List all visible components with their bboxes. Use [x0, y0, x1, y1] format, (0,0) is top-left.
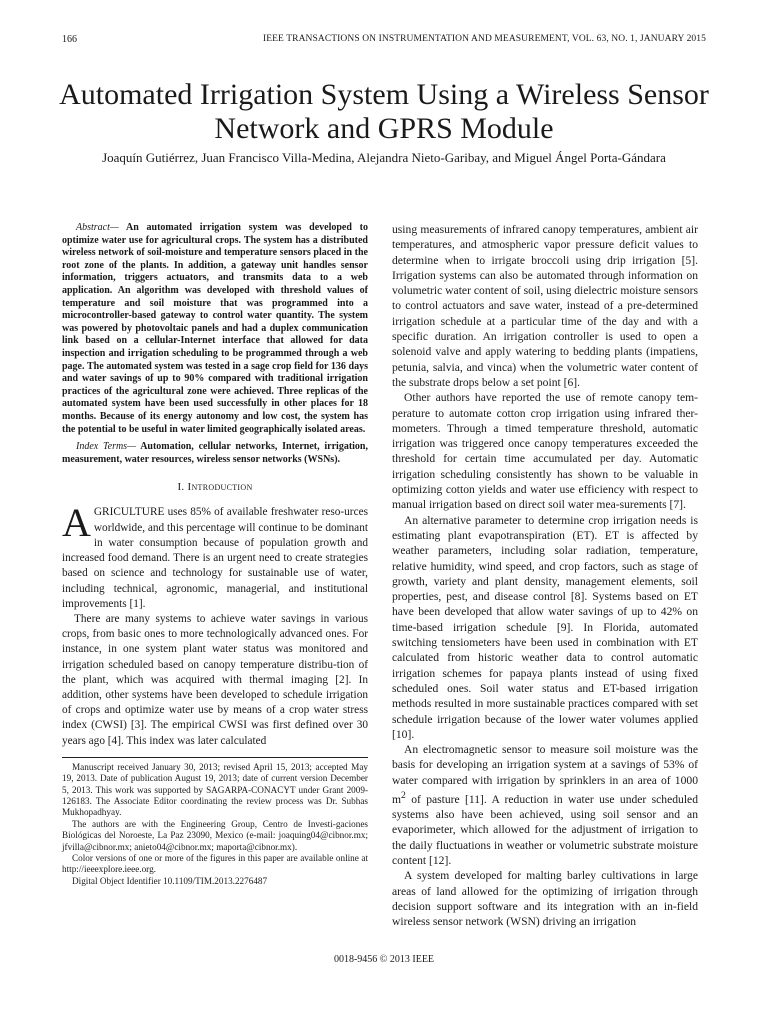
abstract-label: Abstract—	[76, 222, 119, 233]
footnote-divider	[62, 757, 368, 758]
body-paragraph-4-b: of pasture [11]. A reduction in water use under scheduled systems also have been achieved, using soil sensor and an evaporimeter, which allowed for the adjustment of irrigation to the daily fluctuations in weather or volumetric substrate moisture content [12].	[392, 792, 698, 868]
paper-title: Automated Irrigation System Using a Wireless Sensor Network and GPRS Module	[59, 78, 709, 145]
body-paragraph-3: An alternative parameter to determine crop irrigation needs is estimating plant evapotranspiration (ET). ET is affected by weather parameters, including solar radiation, temperature, relative humidity, wind speed, and crop factors, such as stage of growth, variety and plant density, management elements, soil properties, pest, and disease control [8]. Systems based on ET have been developed that allow water savings of up to 42% on time-based irrigation schedule [9]. In Florida, automated switching tensiometers have been used in combination with ET calculated from historic weather data to control automatic irrigation schemes for papaya plants instead of using fixed scheduled ones. Soil water status and ET-based irrigation methods resulted in more sustainable practices compared with set schedule irrigation because of the lower water volumes applied [10].	[392, 513, 698, 741]
abstract	[62, 222, 368, 436]
body-paragraph-4	[392, 742, 698, 868]
superscript: 2	[401, 789, 406, 801]
index-terms-text: Automation, cellular networks, Internet, irrigation, measurement, water resources, wireless sensor networks (WSNs).	[62, 441, 368, 465]
section-heading: I. Introduction	[177, 481, 253, 494]
intro-paragraph-2: There are many systems to achieve water savings in various crops, from basic ones to more technologically advanced ones. For instance, in one system plant water status was monitored and irrigation scheduled based on canopy temperature distribu-tion of the plant, which was acquired with thermal imaging [2]. In addition, other systems have been developed to schedule irrigation of crops and optimize water use by means of a crop water stress index (CWSI) [3]. The empirical CWSI was first defined over 30 years ago [4]. This index was later calculated	[62, 612, 368, 747]
body-paragraph-4-a: An electromagnetic sensor to measure soil moisture was the basis for developing an irrigation system at a savings of 53% of water compared with irrigation by sprinklers in an area of 1000 m	[392, 743, 698, 806]
author-list: Joaquín Gutiérrez, Juan Francisco Villa-Medina, Alejandra Nieto-Garibay, and Miguel Ángel Porta-Gándara	[102, 150, 666, 165]
page-number: 166	[62, 34, 77, 45]
left-column	[62, 222, 368, 887]
copyright-footer: 0018-9456 © 2013 IEEE	[333, 954, 435, 965]
intro-paragraph-1-text: GRICULTURE uses 85% of available freshwater reso-urces worldwide, and this percentage will continue to be dominant in water consumption because of population growth and increased food demand. There is an urgent need to create strategies based on science and technology for sustainable use of water, including technical, agronomic, managerial, and institutional improvements [1].	[62, 506, 368, 610]
body-paragraph-1: using measurements of infrared canopy temperatures, ambient air temperatures, and atmospheric vapor pressure deficit values to determine when to irrigate broccoli using drip irrigation [5]. Irrigation systems can also be automated through information on volumetric water content of soil, using dielectric moisture sensors to control actuators and save water, instead of a pre-determined irrigation schedule at a particular time of the day and with a specific duration. An irrigation controller is used to open a solenoid valve and apply watering to bedding plants (impatiens, petunia, salvia, and vinca) when the volumetric water content of the substrate drops below a set point [6].	[392, 223, 698, 389]
index-terms-label: Index Terms—	[76, 441, 136, 453]
footnote-doi: Digital Object Identifier 10.1109/TIM.2013.2276487	[72, 875, 268, 886]
footnote-manuscript: Manuscript received January 30, 2013; revised April 15, 2013; accepted May 19, 2013. Date of publication August 19, 2013; date of current version December 5, 2013. This work was supported by SAGARPA-CONACYT under Grant 2009-126183. The Associate Editor coordinating the review process was Dr. Subhas Mukhopadhyay.	[62, 761, 368, 818]
right-column	[392, 222, 698, 930]
index-terms	[62, 441, 368, 466]
abstract-text: An automated irrigation system was developed to optimize water use for agricultural crops. The system has a distributed wireless network of soil-moisture and temperature sensors placed in the root zone of the plants. In addition, a gateway unit handles sensor information, triggers actuators, and transmits data to a web application. An algorithm was developed with threshold values of temperature and soil moisture that was programmed into a microcontroller-based gateway to control water quantity. The system was powered by photovoltaic panels and had a duplex communication link based on a cellular-Internet interface that allowed for data inspection and irrigation scheduling to be programmed through a web page. The automated system was tested in a sage crop field for 136 days and water savings of up to 90% compared with traditional irrigation practices of the agricultural zone were achieved. Three replicas of the automated system have been used successfully in other places for 18 months. Because of its energy autonomy and low cost, the system has the potential to be useful in water limited geographically isolated areas.	[62, 222, 368, 435]
body-paragraph-2: Other authors have reported the use of remote canopy tem-perature to automate cotton crop irrigation using infrared ther-mometers. Through a timed temperature threshold, automatic irrigation was triggered once canopy temperatures exceeded the threshold for certain time accumulated per day. Automatic irrigation scheduling consistently has shown to be valuable in optimizing cotton yields and water use efficiency with respect to manual irrigation based on direct soil water mea-surements [7].	[392, 391, 698, 512]
footnote-color: Color versions of one or more of the figures in this paper are available online at http://ieeexplore.ieee.org.	[62, 852, 368, 875]
journal-running-header: IEEE TRANSACTIONS ON INSTRUMENTATION AND MEASUREMENT, VOL. 63, NO. 1, JANUARY 2015	[262, 34, 706, 44]
footnote-authors: The authors are with the Engineering Group, Centro de Investi-gaciones Biológicas del Noroeste, La Paz 23090, Mexico (e-mail: joaquing04@cibnor.mx; jfvilla@cibnor.mx; anieto04@cibnor.mx; maporta@cibnor.mx).	[62, 818, 368, 852]
drop-cap: A	[62, 500, 91, 546]
intro-paragraph-1	[62, 500, 368, 611]
body-paragraph-5: A system developed for malting barley cultivations in large areas of land allowed for the optimizing of irrigation through decision support software and its integration with an in-field wireless sensor network (WSN) driving an irrigation	[392, 869, 698, 929]
